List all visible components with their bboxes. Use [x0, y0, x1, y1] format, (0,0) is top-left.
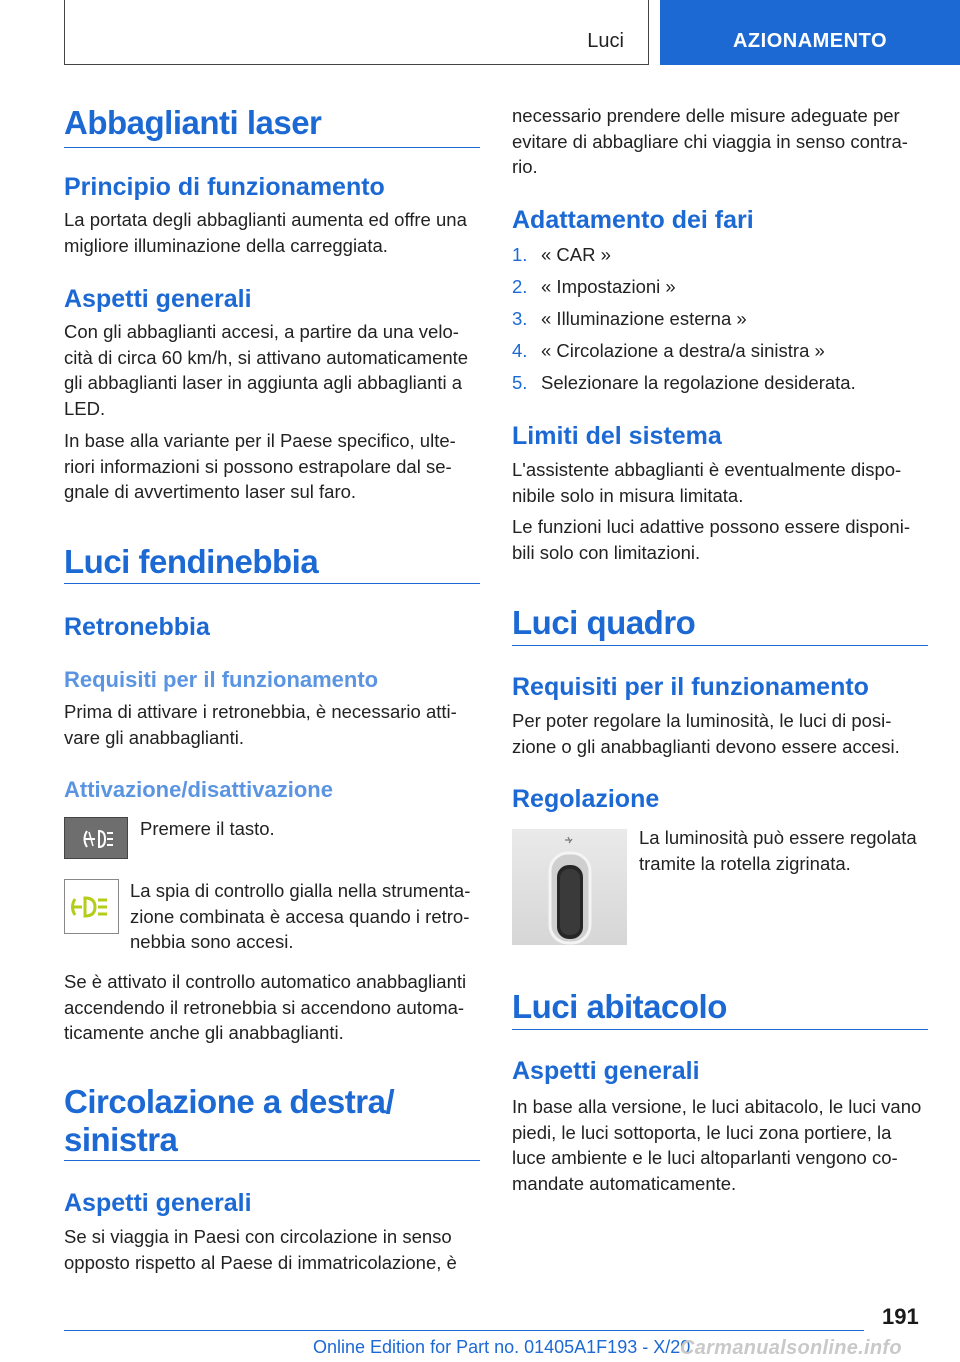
paragraph-limiti-2: Le funzioni luci adattive possono essere disponi- bili solo con limitazioni. [512, 516, 910, 563]
paragraph-circolazione: Se si viaggia in Paesi con circolazione in senso opposto rispetto al Paese di immatricolazione, è [64, 1226, 457, 1273]
rear-fog-light-icon [64, 817, 128, 859]
heading-requisiti-quadro: Requisiti per il funzionamento [512, 673, 869, 701]
heading-luci-fendinebbia: Luci fendinebbia [64, 543, 319, 580]
heading-rule [64, 583, 480, 584]
heading-regolazione: Regolazione [512, 785, 660, 813]
heading-abbaglianti-laser: Abbaglianti laser [64, 104, 322, 141]
paragraph-continuation: necessario prendere delle misure adeguate per evitare di abbagliare chi viaggia in senso contra- rio. [512, 105, 908, 177]
heading-aspetti-generali: Aspetti generali [64, 285, 252, 313]
rear-fog-indicator-icon [64, 879, 119, 934]
paragraph-requisiti: Prima di attivare i retronebbia, è necessario atti- vare gli anabbaglianti. [64, 701, 457, 748]
chapter-title: AZIONAMENTO [732, 30, 887, 52]
paragraph-limiti-1: L'assistente abbaglianti è eventualmente dispo- nibile solo in misura limitata. [512, 459, 902, 506]
brightness-thumbwheel-image [512, 829, 627, 945]
paragraph-requisiti-quadro: Per poter regolare la luminosità, le luci di posi- zione o gli anabbaglianti devono essere accesi. [512, 710, 900, 757]
heading-rule [512, 1029, 928, 1030]
paragraph-regolazione: La luminosità può essere regolata tramite la rotella zigrinata. [639, 827, 917, 874]
heading-retronebbia: Retronebbia [64, 613, 210, 641]
heading-luci-abitacolo: Luci abitacolo [512, 988, 727, 1025]
header-box [64, 0, 649, 65]
paragraph-aspetti-2: In base alla variante per il Paese specifico, ulte- riori informazioni si possono estrapolare dal se- gnale di avvertimento laser sul faro. [64, 430, 456, 502]
heading-circolazione: Circolazione a destra/ sinistra [64, 1083, 395, 1158]
paragraph-auto: Se è attivato il controllo automatico anabbaglianti accendendo il retronebbia si accendono automa- ticamente anche gli anabbaglianti. [64, 971, 467, 1043]
heading-rule [512, 645, 928, 646]
page-number: 191 [882, 1304, 919, 1329]
paragraph-aspetti-1: Con gli abbaglianti accesi, a partire da una velo- cità di circa 60 km/h, si attivano automaticamente gli abbaglianti laser in aggiunta agli abbaglianti a LED. [64, 321, 469, 419]
footer-edition: Online Edition for Part no. 01405A1F193 - X/20 [313, 1337, 691, 1357]
chapter-tab [660, 0, 960, 65]
heading-requisiti: Requisiti per il funzionamento [64, 667, 379, 692]
heading-luci-quadro: Luci quadro [512, 604, 696, 641]
heading-attivazione: Attivazione/disattivazione [64, 777, 333, 802]
paragraph-principio: La portata degli abbaglianti aumenta ed offre una migliore illuminazione della carreggiata. [64, 209, 467, 256]
heading-aspetti-generali-2: Aspetti generali [64, 1189, 252, 1217]
paragraph-abitacolo: In base alla versione, le luci abitacolo, le luci vano piedi, le luci sottoporta, le luci zona portiere, la luce ambiente e le luci altoparlanti vengono co- mandate automaticamente. [512, 1096, 922, 1194]
heading-principio: Principio di funzionamento [64, 173, 385, 201]
heading-rule [64, 1160, 480, 1161]
watermark: Carmanualsonline.info [680, 1337, 902, 1359]
section-title: Luci [587, 30, 624, 52]
paragraph-premere: Premere il tasto. [140, 818, 275, 839]
heading-rule [64, 147, 480, 148]
footer-rule [64, 1330, 864, 1331]
heading-limiti: Limiti del sistema [512, 422, 722, 450]
paragraph-spia: La spia di controllo gialla nella strumenta- zione combinata è accesa quando i retro- nebbia sono accesi. [130, 880, 471, 952]
heading-aspetti-abitacolo: Aspetti generali [512, 1057, 700, 1085]
heading-adattamento: Adattamento dei fari [512, 206, 754, 234]
